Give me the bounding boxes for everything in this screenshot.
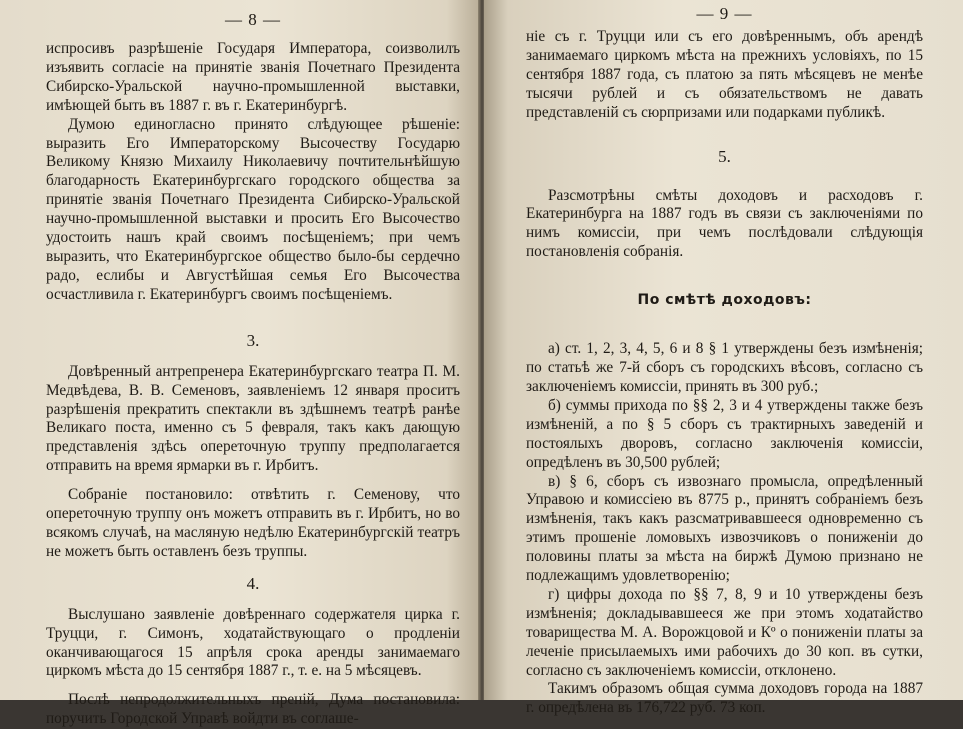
paragraph: Собраніе постановило: отвѣтить г. Семенову, что опереточную труппу онъ можетъ отправить въ г. Ирбитъ, но во всякомъ случаѣ, на масляную недѣлю Екатеринбургскій театръ не можетъ быть оставленъ безъ труппы. bbox=[46, 486, 460, 560]
list-item: Такимъ образомъ общая сумма доходовъ города на 1887 г. опредѣлена въ 176,722 руб. 73 коп. bbox=[526, 680, 923, 717]
paragraph: Выслушано заявленіе довѣреннаго содержателя цирка г. Труцци, г. Симонъ, ходатайствующаго о продленіи оканчивающагося 15 апрѣля срока аренды занимаемаго циркомъ мѣста до 15 сентября 1887 г., т. е. на 5 мѣсяцевъ. bbox=[46, 605, 460, 680]
page-number-right: — 9 — bbox=[696, 4, 753, 23]
left-page bbox=[0, 0, 480, 728]
section-heading: По смѣтѣ доходовъ: bbox=[637, 292, 812, 309]
paragraph: испросивъ разрѣшеніе Государя Императора, соизволилъ изъявить согласіе на принятіе званія Почетнаго Президента Сибирско-Уральской научно-промышленной выставки, имѣющей быть въ 1887 г. въ г. Екатеринбургѣ. bbox=[46, 40, 460, 114]
list-item: в) § 6, сборъ съ извознаго промысла, опредѣленный Управою и комиссіею въ 8775 р., принятъ собраніемъ безъ измѣненія, такъ какъ разсматривавшееся одновременно съ этимъ прошеніе ломовыхъ извозчиковъ о пониженіи до половины платы за мѣста на биржѣ Думою признано не подлежащимъ удовлетворенію; bbox=[526, 472, 923, 585]
list-item: б) суммы прихода по §§ 2, 3 и 4 утверждены также безъ измѣненій, а по § 5 сборъ съ трактирныхъ заведеній и постоялыхъ дворовъ, согласно заключенія комиссіи, опредѣленъ въ 30,500 рублей; bbox=[526, 396, 923, 471]
section-number-4: 4. bbox=[246, 573, 260, 593]
list-item: а) ст. 1, 2, 3, 4, 5, 6 и 8 § 1 утверждены безъ измѣненія; по статьѣ же 7-й сборъ съ городскихъ вѣсовъ, согласно съ заключеніемъ комиссіи, принять въ 300 руб.; bbox=[526, 340, 923, 395]
right-page bbox=[484, 0, 963, 717]
paragraph: Довѣренный антрепренера Екатеринбургскаго театра П. М. Медвѣдева, В. В. Семеновъ, заявленіемъ 12 января проситъ разрѣшенія прекратить спектакли въ здѣшнемъ театрѣ ранѣе Великаго поста, именно съ 5 февраля, такъ какъ дающую представленія здѣсь опереточную труппу предполагается отправить на время ярмарки въ г. Ирбитъ. bbox=[46, 362, 460, 475]
paragraph: Послѣ непродолжительныхъ преній, Дума постановила: поручить Городской Управѣ войдти въ соглаше- bbox=[46, 691, 460, 728]
paragraph: Думою единогласно принято слѣдующее рѣшеніе: выразить Его Императорскому Высочеству Государю Великому Князю Михаилу Николаевичу почтительнѣйшую благодарность Екатеринбургскаго городского общества за принятіе званія Почетнаго Президента Сибирско-Уральской научно-промышленной выставки и просить Его Высочество удостоить нашъ край своимъ посѣщеніемъ; при чемъ выразить, что Екатеринбургское общество было-бы сердечно радо, еслибы и Августѣйшая семья Его Высочества осчастливила г. Екатеринбургъ своимъ посѣщеніемъ. bbox=[46, 115, 460, 303]
section-number-3: 3. bbox=[246, 330, 260, 350]
page-number-left: — 8 — bbox=[225, 10, 281, 29]
list-item: г) цифры дохода по §§ 7, 8, 9 и 10 утверждены безъ измѣненія; докладывавшееся же при этомъ ходатайство товарищества М. А. Ворожцовой и Кº о пониженіи платы за леченіе присылаемыхъ ими рабочихъ до 30 коп. въ сутки, согласно съ заключеніемъ комиссіи, отклонено. bbox=[526, 585, 923, 679]
paragraph: Разсмотрѣны смѣты доходовъ и расходовъ г. Екатеринбурга на 1887 годъ въ связи съ заключеніями по нимъ комиссіи, при чемъ послѣдовали слѣдующія постановленія собранія. bbox=[526, 186, 923, 261]
section-number-5: 5. bbox=[718, 146, 731, 166]
paragraph: ніе съ г. Труцци или съ его довѣреннымъ, объ арендѣ занимаемаго циркомъ мѣста на прежнихъ условіяхъ, по 15 сентября 1887 года, съ платою за пять мѣсяцевъ не менѣе тысячи рублей и съ обязательствомъ не давать представленій съ сюрпризами или подарками публикѣ. bbox=[526, 28, 923, 121]
